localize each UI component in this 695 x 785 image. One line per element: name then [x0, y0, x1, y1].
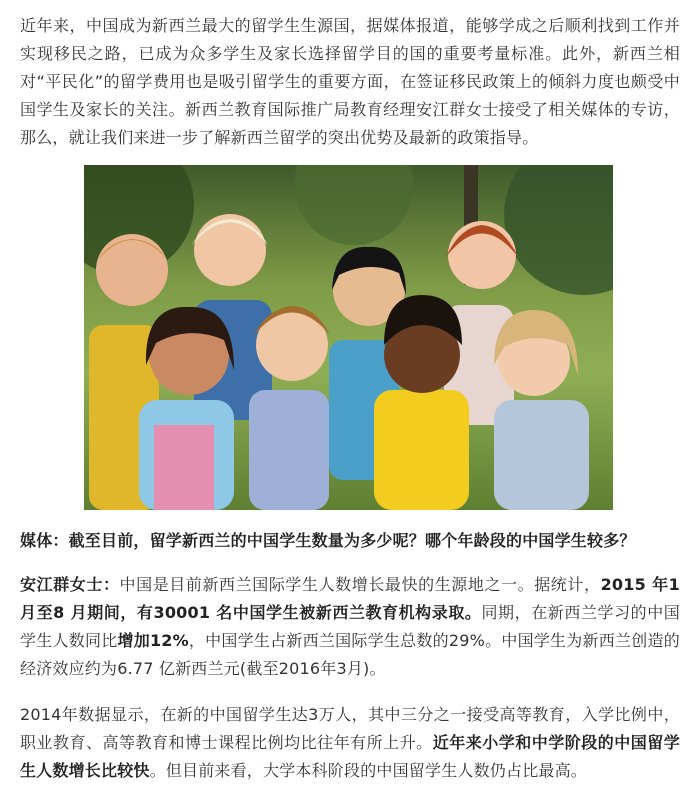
stats-text-2: 。但目前来看，大学本科阶段的中国留学生人数仍占比最高。	[149, 761, 588, 780]
article-body	[20, 0, 680, 152]
answer-speaker: 安江群女士：	[20, 575, 120, 594]
stats-bold-1: 近年来小学和中学阶段的中国留学生人数增长比较快	[20, 733, 680, 780]
statistics-paragraph	[20, 701, 680, 785]
intro-paragraph: 近年来，中国成为新西兰最大的留学生生源国，据媒体报道，能够学成之后顺利找到工作并实现移民之路，已成为众多学生及家长选择留学目的国的重要考量标准。此外，新西兰相对“平民化”的留学费用也是吸引留学生的重要方面，在签证移民政策上的倾斜力度也颇受中国学生及家长的关注。新西兰教育国际推广局教育经理安江群女士接受了相关媒体的专访，那么，就让我们来进一步了解新西兰留学的突出优势及最新的政策指导。	[20, 16, 680, 147]
stats-text-1: 2014年数据显示，在新的中国留学生达3万人，其中三分之一接受高等教育，入学比例中，职业教育、高等教育和博士课程比例均比往年有所上升。	[20, 705, 680, 752]
interview-question: 媒体：截至目前，留学新西兰的中国学生数量为多少呢？哪个年龄段的中国学生较多？	[20, 531, 636, 550]
answer-bold-2: 增加12%	[117, 631, 189, 650]
photo-illustration	[84, 165, 613, 510]
answer-text-1: 中国是目前新西兰国际学生人数增长最快的生源地之一。据统计，	[119, 575, 601, 594]
answer-bold-1: 2015 年1 月至8 月期间，有30001 名中国学生被新西兰教育机构录取。	[20, 575, 680, 622]
children-group-photo	[84, 165, 613, 510]
interview-answer-paragraph	[20, 571, 680, 683]
answer-text-2: 同期，在新西兰学习的中国学生人数同比	[20, 603, 680, 650]
answer-text-3: ，中国学生占新西兰国际学生总数的29%。中国学生为新西兰创造的经济效应约为6.77 亿新西兰元(截至2016年3月)。	[20, 631, 680, 678]
